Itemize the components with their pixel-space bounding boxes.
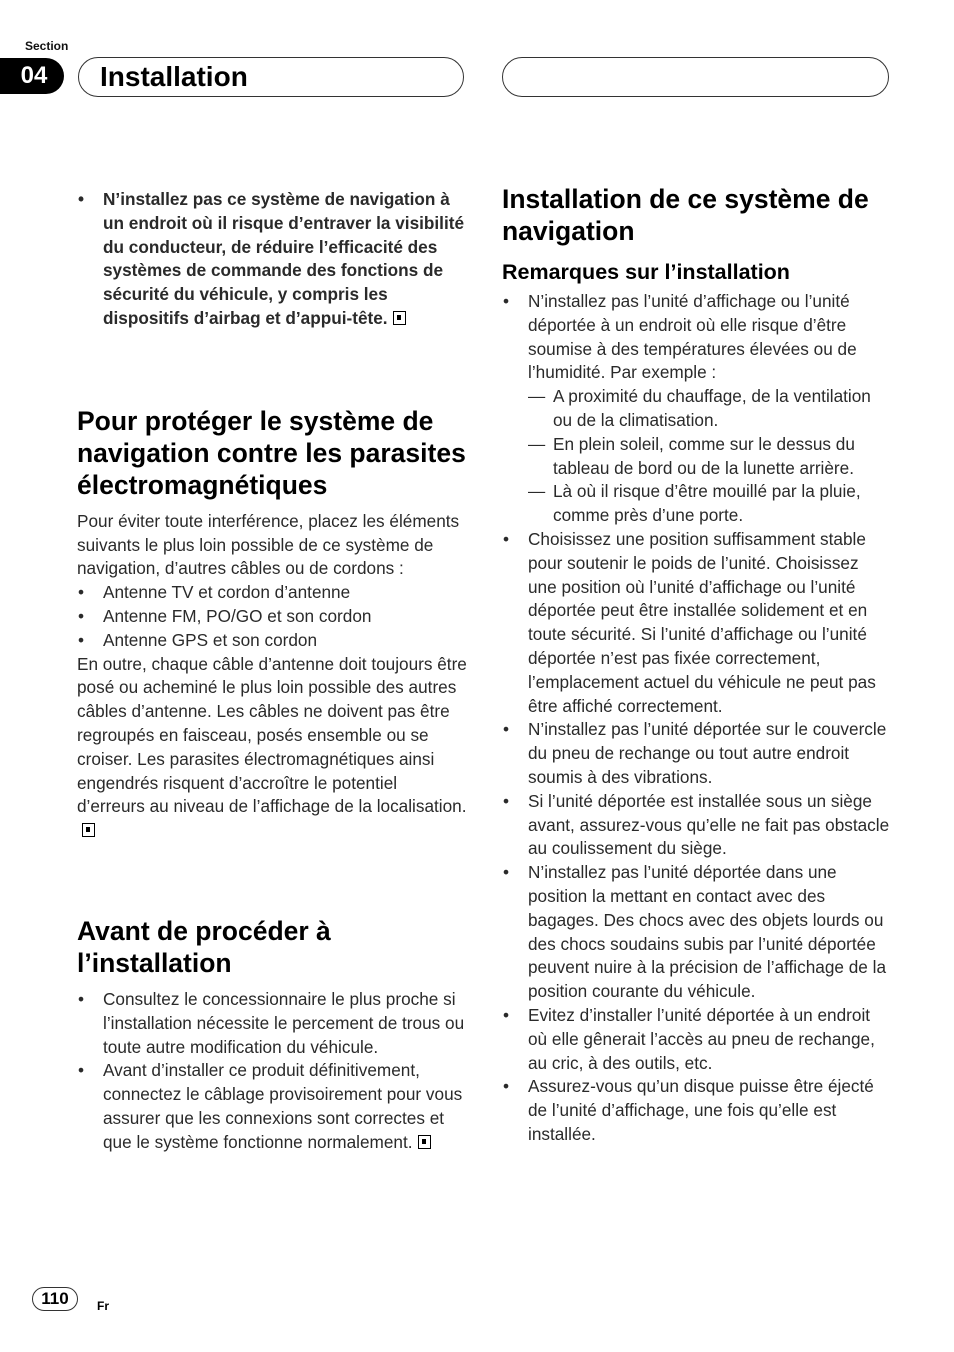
end-mark-icon [82,823,95,837]
section-label: Section [25,39,69,53]
interference-body [77,653,467,843]
list-item [77,1059,467,1154]
list-item: • Antenne FM, PO/GO et son cordon [77,605,467,629]
example-dash-list [528,385,890,528]
list-item: • Antenne GPS et son cordon [77,629,467,653]
list-item: • Antenne TV et cordon d’antenne [77,581,467,605]
warning-list [77,188,467,331]
list-item-text: N’installez pas l’unité d’affichage ou l’unité déportée à un endroit où elle risque d’être soumise à des températures élevées ou de l’humidité. Par exemple : [528,291,857,383]
list-item: • Evitez d’installer l’unité déportée à un endroit où elle gênerait l’accès au pneu de rechange, au cric, à des outils, etc. [502,1004,890,1075]
subheading-remarks: Remarques sur l’installation [502,260,790,284]
interference-list [77,581,467,652]
list-item [502,290,890,528]
language-code: Fr [97,1299,109,1313]
list-item: • N’installez pas l’unité déportée dans une position la mettant en contact avec des bagages. Des chocs avec des objets lourds ou des chocs soudains subis par l’unité déportée peuvent nuire à la précision de l’affichage de la position courante du véhicule. [502,861,890,1004]
warning-text: N’installez pas ce système de navigation à un endroit où il risque d’entraver la visibilité du conducteur, de réduire l’efficacité des systèmes de commande des fonctions de sécurité du véhicule, y compris les dispositifs d’airbag et d’appui-tête. [103,189,465,328]
right-column [502,183,890,1147]
list-item-text: Avant d’installer ce produit définitivement, connectez le câblage provisoirement pour vous assurer que les connexions sont correctes et que le système fonctionne normalement. [103,1060,463,1152]
chapter-title: Installation [78,57,464,97]
list-item: • Consultez le concessionnaire le plus proche si l’installation nécessite le percement de trous ou toute autre modification du véhicule. [77,988,467,1059]
list-item: • Si l’unité déportée est installée sous un siège avant, assurez-vous qu’elle ne fait pas obstacle au coulissement du siège. [502,790,890,861]
section-number-badge: 04 [0,58,64,94]
header-right-box [502,57,889,97]
left-column [77,188,467,1155]
end-mark-icon [393,311,406,325]
page-number: 110 [32,1287,78,1311]
list-item: • Assurez-vous qu’un disque puisse être éjecté de l’unité d’affichage, une fois qu’elle est installée. [502,1075,890,1146]
list-item: • N’installez pas l’unité déportée sur le couvercle du pneu de rechange ou tout autre endroit soumis à des vibrations. [502,718,890,789]
dash-item: — Là où il risque d’être mouillé par la pluie, comme près d’une porte. [528,480,890,528]
interference-body-text: En outre, chaque câble d’antenne doit toujours être posé ou acheminé le plus loin possible des autres câbles d’antenne. Les câbles ne doivent pas être regroupés en faisceau, posés ensemble ou se croiser. Les parasites électromagnétiques ainsi engendrés risquent d’accroître le potentiel d’erreurs au niveau de l’affichage de la localisation. [77,653,467,817]
warning-item [77,188,467,331]
interference-intro: Pour éviter toute interférence, placez les éléments suivants le plus loin possible de ce système de navigation, d’autres câbles ou de cordons : [77,510,460,579]
remarks-list [502,290,890,1147]
heading-before-install: Avant de procéder à l’installation [77,915,331,978]
heading-interference: Pour protéger le système de navigation contre les parasites électromagnétiques [77,405,466,500]
dash-item: — A proximité du chauffage, de la ventilation ou de la climatisation. [528,385,890,433]
before-install-list [77,988,467,1155]
list-item: • Choisissez une position suffisamment stable pour soutenir le poids de l’unité. Choisissez une position où l’unité d’affichage ou l’unité déportée peut être installée solidement et en toute sécurité. Si l’unité d’affichage ou l’unité déportée n’est pas fixée correctement, l’emplacement actuel du véhicule ne peut pas être affiché correctement. [502,528,890,718]
dash-item: — En plein soleil, comme sur le dessus du tableau de bord ou de la lunette arrière. [528,433,890,481]
end-mark-icon [418,1135,431,1149]
heading-install-system: Installation de ce système de navigation [502,184,869,246]
